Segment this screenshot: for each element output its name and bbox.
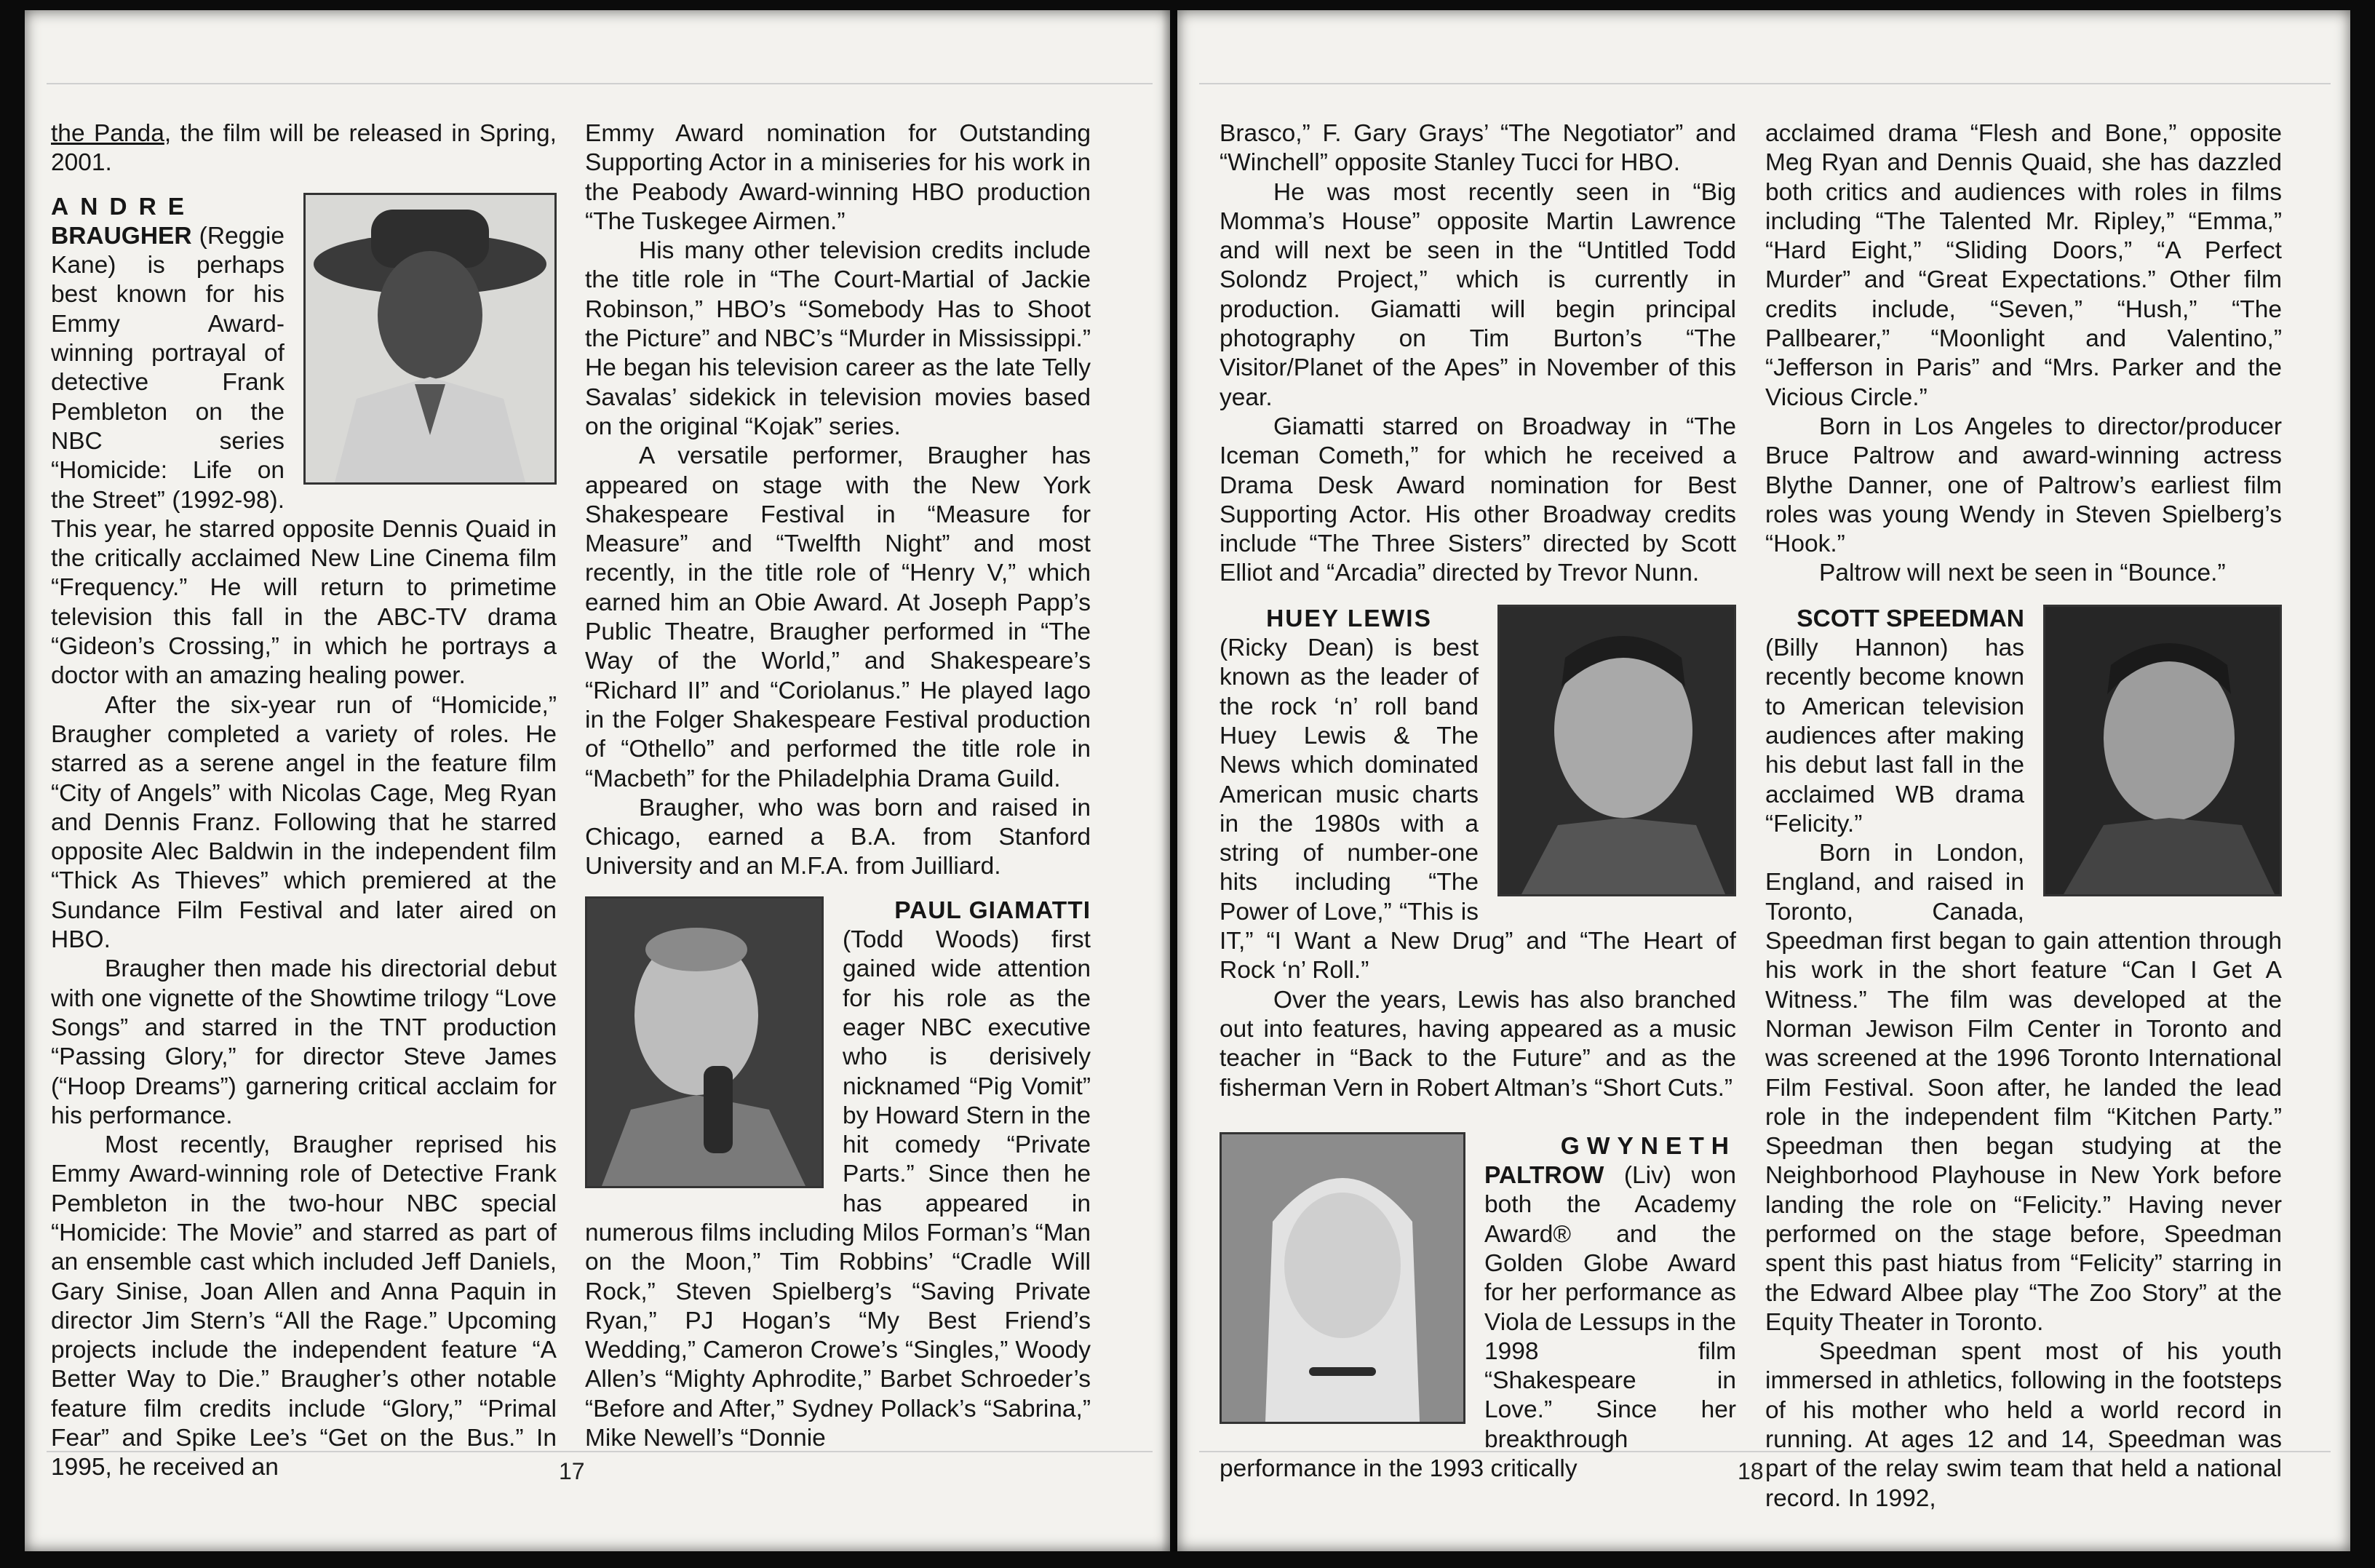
bio-name-first: GWYNETH xyxy=(1560,1132,1736,1160)
gwyneth-paltrow-photo xyxy=(1220,1132,1465,1424)
paragraph: acclaimed drama “Flesh and Bone,” opposite Meg Ryan and Dennis Quaid, she has dazzled both critics and audiences with roles in films including “The Talented Mr. Ripley,” “Emma,” “Hard Eight,” “Sliding Doors,” “A Perfect Murder” and “Great Expectations.” Other film credits include, “Seven,” “Hush,” “The Pallbearer,” “Moonlight and Valentino,” “Jefferson in Paris” and “Mrs. Parker and the Vicious Circle.” xyxy=(1765,120,2282,411)
paragraph: Emmy Award nomination for Outstanding Supporting Actor in a miniseries for his work in the Peabody Award-winning HBO production “The Tuskegee Airmen.” xyxy=(585,120,1091,235)
bio-text: (Reggie Kane) is perhaps best known for his Emmy Award-winning portrayal of detective Frank Pembleton on the NBC series “Homicide: Life on the Street” (1992-98). This year, he starred opposite Dennis Quaid in the critically acclaimed New Line Cinema film “Frequency.” He will return to primetime television this fall in the ABC-TV drama “Gideon’s Crossing,” in which he portrays a doctor with an amazing healing power. xyxy=(51,222,557,690)
bio-paul-giamatti xyxy=(585,896,1091,1454)
paragraph: Paltrow will next be seen in “Bounce.” xyxy=(1819,560,2226,587)
huey-lewis-photo xyxy=(1497,605,1736,896)
paragraph: Speedman spent most of his youth immersed in athletics, following in the footsteps of his mother who held a world record in running. At ages 12 and 14, Speedman was part of the relay swim team that held a national record. In 1992, xyxy=(1765,1338,2282,1512)
bio-text: (Ricky Dean) is best known as the leader of the rock ‘n’ roll band Huey Lewis & The News which dominated American music charts in the 1980s with a string of number-one hits including “The Power of Love,” “This is IT,” “I Want a New Drug” and “The Heart of Rock ‘n’ Roll.” xyxy=(1220,634,1736,984)
film-title-link: the Panda xyxy=(51,120,164,147)
top-rule xyxy=(1199,83,2331,84)
page-18 xyxy=(1177,10,2350,1551)
paragraph: Over the years, Lewis has also branched out into features, having appeared as a music teacher in “Back to the Future” and as the fisherman Vern in Robert Altman’s “Short Cuts.” xyxy=(1220,986,1736,1102)
page-17 xyxy=(25,10,1170,1551)
top-rule xyxy=(47,83,1153,84)
bio-text: (Todd Woods) first gained wide attention for his role as the eager NBC executive who is derisively nicknamed “Pig Vomit” by Howard Stern in the hit comedy “Private Parts.” Since then he has appeared in numerous films including Milos Forman’s “Man on the Moon,” Tim Robbins’ “Cradle Will Rock,” Steven Spielberg’s “Saving Private Ryan,” PJ Hogan’s “My Best Friend’s Wedding,” Cameron Crowe’s “Singles,” Woody Allen’s “Mighty Aphrodite,” Barbet Schroeder’s “Before and After,” Sydney Pollack’s “Sabrina,” Mike Newell’s “Donnie xyxy=(585,926,1091,1452)
bio-name: HUEY LEWIS xyxy=(1266,605,1432,632)
paragraph: He was most recently seen in “Big Momma’s House” opposite Martin Lawrence and will next be seen in the “Untitled Todd Solondz Project,” which is currently in production. Giamatti will begin principal photography on Tim Burton’s “The Visitor/Planet of the Apes” in November of this year. xyxy=(1220,178,1736,411)
bio-andre-braugher xyxy=(51,193,557,691)
column-right-2 xyxy=(1765,119,2282,1513)
page-number: 17 xyxy=(559,1458,585,1484)
paragraph: After the six-year run of “Homicide,” Braugher completed a variety of roles. He starred as a serene angel in the feature film “City of Angels” with Nicolas Cage, Meg Ryan and Dennis Franz. Following that he starred opposite Alec Baldwin in the independent film “Thick As Thieves” which premiered at the Sundance Film Festival and later aired on HBO. xyxy=(51,691,557,954)
paragraph: Born in Los Angeles to director/producer Bruce Paltrow and award-winning actress Blythe Danner, one of Paltrow’s earliest film roles was young Wendy in Steven Spielberg’s “Hook.” xyxy=(1765,413,2282,558)
bio-gwyneth-paltrow xyxy=(1220,1132,1736,1484)
column-left-2 xyxy=(585,119,1091,1453)
paragraph: Giamatti starred on Broadway in “The Iceman Cometh,” for which he received a Drama Desk Award nomination for Best Supporting Actor. His other Broadway credits include “The Three Sisters” directed by Scott Elliot and “Arcadia” directed by Trevor Nunn. xyxy=(1220,413,1736,587)
paragraph: Born in London, England, and raised in Toronto, Canada, Speedman first began to gain attention through his work in the short feature “Can I Get A Witness.” The film was developed at the Norman Jewison Film Center in Toronto and was screened at the 1996 Toronto International Film Festival. Soon after, he landed the lead role in the independent film “Kitchen Party.” Speedman then began studying at the Neighborhood Playhouse in New York before landing the role on “Felicity.” Having never performed on the stage before, Speedman spent this past hiatus from “Felicity” starring in the Edward Albee play “The Zoo Story” at the Equity Theater in Toronto. xyxy=(1765,840,2282,1336)
bio-huey-lewis xyxy=(1220,605,1736,986)
column-left-1 xyxy=(51,119,557,1483)
bio-name-first: ANDRE xyxy=(51,193,196,220)
bio-text: (Billy Hannon) has recently become known to American television audiences after making his debut last fall in the acclaimed WB drama “Felicity.” xyxy=(1765,634,2024,837)
bio-name: PAUL GIAMATTI xyxy=(894,896,1091,924)
paragraph: His many other television credits include the title role in “The Court-Martial of Jackie Robinson,” HBO’s “Somebody Has to Shoot the Picture” and NBC’s “Murder in Mississippi.” He began his television career as the late Telly Savalas’ sidekick in television movies based on the original “Kojak” series. xyxy=(585,237,1091,440)
paragraph: Most recently, Braugher reprised his Emmy Award-winning role of Detective Frank Pembleton in the two-hour NBC special “Homicide: The Movie” and starred as part of an ensemble cast which included Jeff Daniels, Gary Sinise, Joan Allen and Anna Paquin in director Jim Stern’s “All the Rage.” Upcoming projects include the independent feature “A Better Way to Die.” Braugher’s other notable feature film credits include “Glory,” “Primal Fear” and Spike Lee’s “Get on the Bus.” In 1995, he received an xyxy=(51,1131,557,1481)
paragraph: Braugher then made his directorial debut with one vignette of the Showtime trilogy “Love Songs” and starred in the TNT production “Passing Glory,” for director Steve James (“Hoop Dreams”) garnering critical acclaim for his performance. xyxy=(51,955,557,1129)
column-right-1 xyxy=(1220,119,1736,1484)
scott-speedman-photo xyxy=(2043,605,2282,896)
paragraph: Braugher, who was born and raised in Chicago, earned a B.A. from Stanford University and an M.F.A. from Juilliard. xyxy=(585,794,1091,880)
bio-name-last: BRAUGHER xyxy=(51,222,192,250)
paragraph: A versatile performer, Braugher has appeared on stage with the New York Shakespeare Festival in “Measure for Measure” and “Twelfth Night” and most recently, in the title role of “Henry V,” which earned him an Obie Award. At Joseph Papp’s Public Theatre, Braugher performed in “The Way of the World,” and Shakespeare’s “Richard II” and “Coriolanus.” He played Iago in the Folger Shakespeare Festival production of “Othello” and performed the title role in “Macbeth” for the Philadelphia Drama Guild. xyxy=(585,442,1091,792)
page-number: 18 xyxy=(1738,1458,1764,1484)
paragraph xyxy=(51,119,557,178)
bio-text: (Liv) won both the Academy Award® and the Golden Globe Award for her performance as Viola de Lessups in the 1998 film “Shakespeare in Love.” Since her breakthrough performance in the 1993 critically xyxy=(1220,1162,1736,1483)
andre-braugher-photo xyxy=(303,193,557,485)
bio-scott-speedman xyxy=(1765,605,2282,839)
bio-name: SCOTT SPEEDMAN xyxy=(1797,605,2024,632)
bio-name-last: PALTROW xyxy=(1484,1162,1604,1190)
paul-giamatti-photo xyxy=(585,896,824,1188)
paragraph: Brasco,” F. Gary Grays’ “The Negotiator” and “Winchell” opposite Stanley Tucci for HBO. xyxy=(1220,120,1736,177)
paragraph-text: , the film will be released in Spring, 2001. xyxy=(51,120,557,177)
